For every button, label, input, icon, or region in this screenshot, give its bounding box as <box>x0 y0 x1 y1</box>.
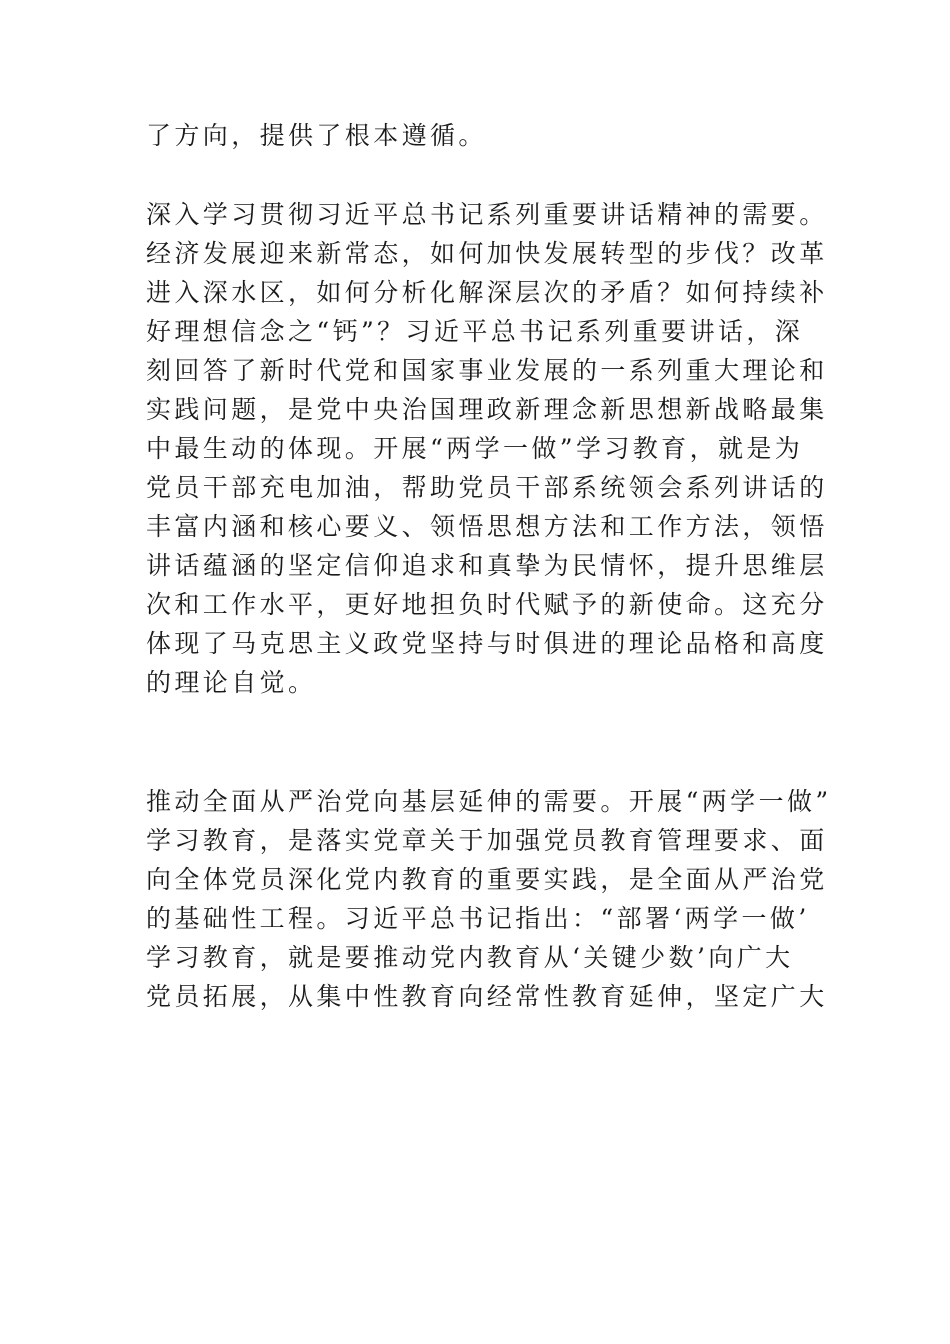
paragraph-continuation <box>146 116 806 155</box>
text-line: 经济发展迎来新常态，如何加快发展转型的步伐？改革 <box>146 239 828 268</box>
text-line: 进入深水区，如何分析化解深层次的矛盾？如何持续补 <box>146 278 828 307</box>
paragraph-study-speech-spirit <box>146 195 828 702</box>
text-line: 丰富内涵和核心要义、领悟思想方法和工作方法，领悟 <box>146 512 828 541</box>
text-line: 中最生动的体现。开展“两学一做”学习教育，就是为 <box>146 434 804 463</box>
text-line: 的理论自觉。 <box>146 668 317 697</box>
text-line: 体现了马克思主义政党坚持与时俱进的理论品格和高度 <box>146 629 828 658</box>
paragraph-strict-party-governance <box>146 782 832 1016</box>
text-line: 刻回答了新时代党和国家事业发展的一系列重大理论和 <box>146 356 828 385</box>
text-line: 党员拓展，从集中性教育向经常性教育延伸，坚定广大 <box>146 982 828 1011</box>
text-line: 推动全面从严治党向基层延伸的需要。开展“两学一做” <box>146 787 832 816</box>
text-line: 深入学习贯彻习近平总书记系列重要讲话精神的需要。 <box>146 200 828 229</box>
text-line: 实践问题，是党中央治国理政新理念新思想新战略最集 <box>146 395 828 424</box>
text-line: 向全体党员深化党内教育的重要实践，是全面从严治党 <box>146 865 828 894</box>
text-line: 好理想信念之“钙”？习近平总书记系列重要讲话，深 <box>146 317 804 346</box>
text-line: 学习教育，是落实党章关于加强党员教育管理要求、面 <box>146 826 828 855</box>
text-line: 次和工作水平，更好地担负时代赋予的新使命。这充分 <box>146 590 828 619</box>
text-line: 的基础性工程。习近平总书记指出：“部署‘两学一做’ <box>146 904 810 933</box>
text-line: 学习教育，就是要推动党内教育从‘关键少数’向广大 <box>146 943 794 972</box>
text-line: 了方向，提供了根本遵循。 <box>146 121 487 150</box>
text-line: 讲话蕴涵的坚定信仰追求和真挚为民情怀，提升思维层 <box>146 551 828 580</box>
text-line: 党员干部充电加油，帮助党员干部系统领会系列讲话的 <box>146 473 828 502</box>
